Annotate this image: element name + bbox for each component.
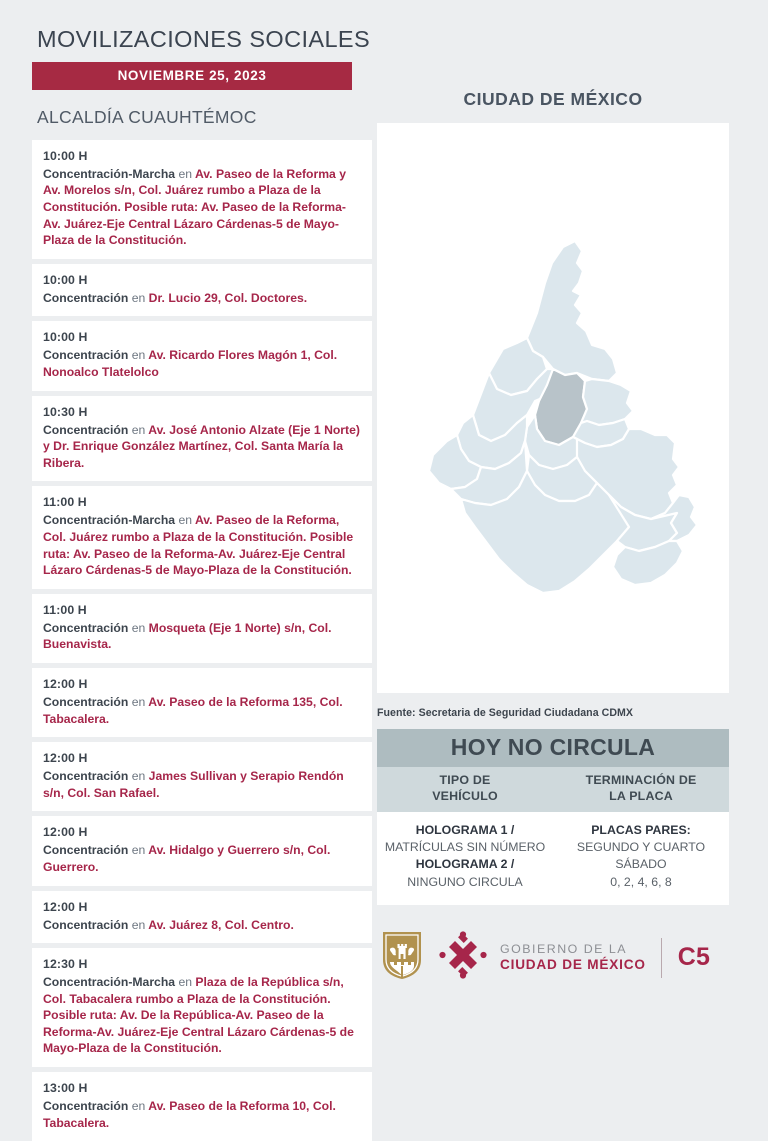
footer-logos <box>377 927 729 989</box>
event-description <box>43 694 361 727</box>
event-connector: en <box>131 843 146 858</box>
event-location: James Sullivan y Serapio Rendón s/n, Col. San Rafael. <box>43 769 344 800</box>
plate-saturday-rule: SEGUNDO Y CUARTO SÁBADO <box>576 840 706 872</box>
event-location: Dr. Lucio 29, Col. Doctores. <box>148 290 308 305</box>
event-time: 12:00 H <box>43 899 88 914</box>
event-kind: Concentración <box>43 1099 129 1114</box>
event-list <box>32 140 372 1141</box>
cdmx-logo-icon <box>437 929 489 986</box>
hoy-no-circula-header-row <box>377 767 729 812</box>
event-card <box>32 140 372 259</box>
event-connector: en <box>131 620 146 635</box>
column-header-vehicle-line1: TIPO DE <box>439 773 491 787</box>
event-time: 10:00 H <box>43 330 88 345</box>
event-location: Av. José Antonio Alzate (Eje 1 Norte) y Dr. Enrique González Martínez, Col. Santa María la Ribera. <box>43 422 360 470</box>
event-time: 10:00 H <box>43 272 88 287</box>
event-kind: Concentración-Marcha <box>43 166 176 181</box>
event-time: 10:00 H <box>43 148 88 163</box>
event-kind: Concentración <box>43 348 129 363</box>
event-kind: Concentración <box>43 694 129 709</box>
event-kind: Concentración <box>43 620 129 635</box>
event-kind: Concentración-Marcha <box>43 513 176 528</box>
column-header-plate-line2: LA PLACA <box>609 788 673 803</box>
event-location: Av. Paseo de la Reforma y Av. Morelos s/n, Col. Juárez rumbo a Plaza de la Constitución. Posible ruta: Av. Paseo de la Reforma-Av. Juárez-Eje Central Lázaro Cárdenas-5 de Mayo-Plaza de la Constitución. <box>43 166 347 248</box>
event-time: 10:30 H <box>43 404 88 419</box>
event-connector: en <box>131 348 146 363</box>
city-title: CIUDAD DE MÉXICO <box>463 89 643 109</box>
event-card <box>32 486 372 588</box>
event-kind: Concentración <box>43 917 129 932</box>
plate-even-label: PLACAS PARES: <box>591 823 691 837</box>
event-connector: en <box>178 975 193 990</box>
event-location: Av. Paseo de la Reforma 135, Col. Tabacalera. <box>43 694 343 726</box>
event-location: Av. Ricardo Flores Magón 1, Col. Nonoalco Tlatelolco <box>43 348 338 379</box>
event-time: 12:30 H <box>43 957 88 972</box>
vehicle-hologram-2: HOLOGRAMA 2 / <box>415 857 515 872</box>
hoy-no-circula-table <box>377 729 729 905</box>
event-connector: en <box>131 694 146 709</box>
event-card <box>32 742 372 811</box>
event-card <box>32 264 372 317</box>
event-description <box>43 768 361 801</box>
vehicle-no-number: MATRÍCULAS SIN NÚMERO <box>384 840 546 855</box>
event-card <box>32 668 372 737</box>
event-time: 13:00 H <box>43 1081 88 1096</box>
event-description <box>43 842 361 875</box>
event-connector: en <box>131 769 146 784</box>
cdmx-shield-icon <box>381 930 423 985</box>
event-kind: Concentración <box>43 422 129 437</box>
event-location: Av. Juárez 8, Col. Centro. <box>148 917 294 932</box>
event-kind: Concentración-Marcha <box>43 975 176 990</box>
event-kind: Concentración <box>43 843 129 858</box>
event-location: Mosqueta (Eje 1 Norte) s/n, Col. Buenavista. <box>43 620 332 652</box>
event-connector: en <box>131 290 146 305</box>
gob-line-2: CIUDAD DE MÉXICO <box>500 957 646 973</box>
event-description <box>43 290 361 307</box>
column-header-vehicle-type <box>377 767 553 812</box>
event-connector: en <box>131 917 146 932</box>
event-kind: Concentración <box>43 290 129 305</box>
page-title: MOVILIZACIONES SOCIALES <box>37 26 371 52</box>
event-time: 12:00 H <box>43 676 88 691</box>
cell-vehicle-type <box>377 822 553 891</box>
cell-plate-ending <box>553 822 729 891</box>
gob-line-1: GOBIERNO DE LA <box>500 942 628 957</box>
cdmx-borough-map <box>377 123 729 693</box>
event-connector: en <box>178 166 193 181</box>
event-location: Plaza de la República s/n, Col. Tabacalera rumbo a Plaza de la Constitución. Posible ruta: Av. De la República-Av. Paseo de la Reforma-Av. Juárez-Eje Central Lázaro Cárdenas-5 de Mayo-Plaza de la Constitución. <box>43 975 354 1056</box>
hoy-no-circula-body-row <box>377 812 729 905</box>
hoy-no-circula-title: HOY NO CIRCULA <box>377 729 729 767</box>
column-header-plate-ending <box>553 767 729 812</box>
event-card <box>32 594 372 663</box>
event-connector: en <box>131 1099 146 1114</box>
event-description <box>43 166 361 249</box>
event-connector: en <box>131 422 146 437</box>
government-wordmark <box>500 943 646 972</box>
column-header-plate-line1: TERMINACIÓN DE <box>585 773 697 787</box>
vehicle-hologram-1: HOLOGRAMA 1 / <box>415 823 515 837</box>
event-description <box>43 1098 361 1131</box>
event-card <box>32 948 372 1067</box>
date-banner: NOVIEMBRE 25, 2023 <box>32 62 352 90</box>
event-card <box>32 1072 372 1141</box>
event-time: 11:00 H <box>43 495 87 510</box>
event-location: Av. Hidalgo y Guerrero s/n, Col. Guerrero. <box>43 843 331 874</box>
event-card <box>32 816 372 885</box>
c5-logo-text: C5 <box>677 943 711 972</box>
column-header-vehicle-line2: VEHÍCULO <box>432 788 498 803</box>
event-location: Av. Paseo de la Reforma 10, Col. Tabacalera. <box>43 1099 336 1130</box>
event-location: Av. Paseo de la Reforma, Col. Juárez rumbo a Plaza de la Constitución. Posible ruta: Av. Paseo de la Reforma-Av. Juárez-Eje Central Lázaro Cárdenas-5 de Mayo-Plaza de la Constitución. <box>43 513 354 578</box>
event-description <box>43 512 361 578</box>
event-connector: en <box>178 513 193 528</box>
event-description <box>43 347 361 380</box>
event-description <box>43 974 361 1057</box>
source-credit: Fuente: Secretaria de Seguridad Ciudadana CDMX <box>377 707 634 719</box>
event-time: 12:00 H <box>43 825 88 840</box>
event-kind: Concentración <box>43 769 129 784</box>
event-card <box>32 891 372 944</box>
event-time: 11:00 H <box>43 602 87 617</box>
event-description <box>43 917 361 934</box>
event-description <box>43 422 361 472</box>
event-description <box>43 620 361 653</box>
vehicle-none-circulates: NINGUNO CIRCULA <box>407 874 523 889</box>
plate-digits: 0, 2, 4, 6, 8 <box>610 874 672 889</box>
footer-divider <box>661 938 662 978</box>
right-column <box>377 0 729 989</box>
event-card <box>32 396 372 482</box>
borough-title: ALCALDÍA CUAUHTÉMOC <box>37 106 257 127</box>
cdmx-map-panel <box>377 123 729 693</box>
event-time: 12:00 H <box>43 751 88 766</box>
left-column <box>32 0 372 1130</box>
event-card <box>32 321 372 390</box>
